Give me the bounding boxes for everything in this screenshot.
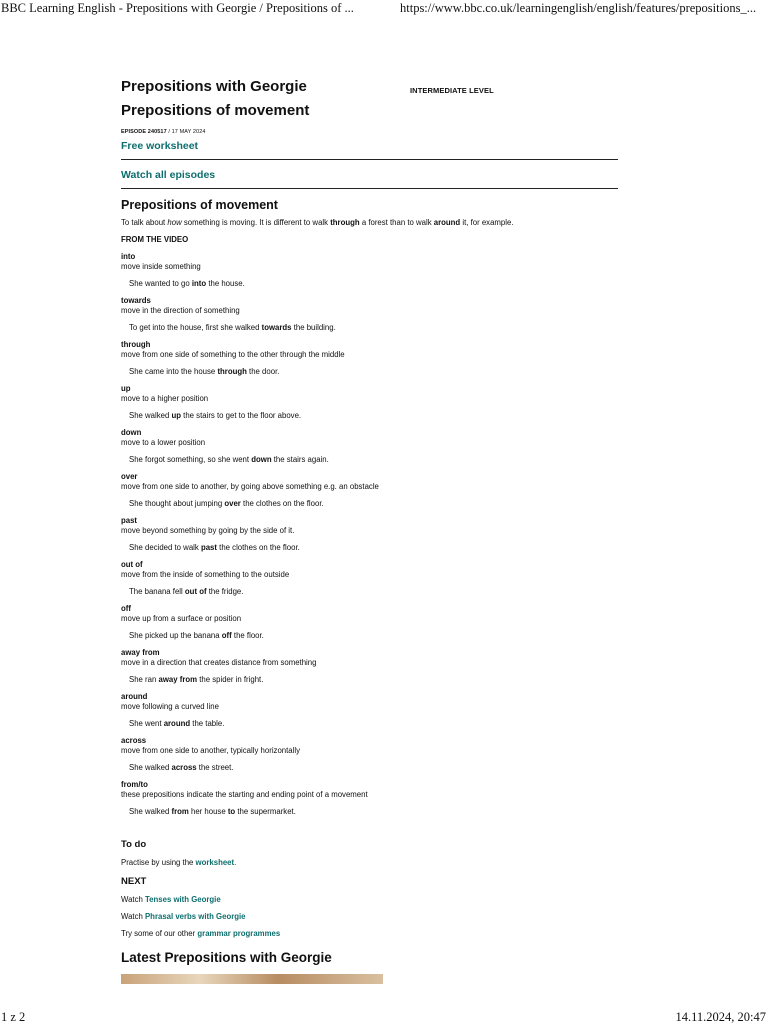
example-text: She picked up the banana xyxy=(129,631,222,640)
preposition-entry xyxy=(121,428,618,465)
preposition-example xyxy=(121,587,618,597)
example-text: the street. xyxy=(196,763,234,772)
example-text: She wanted to go xyxy=(129,279,192,288)
preposition-word: down xyxy=(121,428,142,437)
preposition-definition: move in a direction that creates distance from something xyxy=(121,658,317,667)
preposition-entry xyxy=(121,340,618,377)
intro-text xyxy=(121,218,618,228)
todo-text-part: Practise by using the xyxy=(121,858,196,867)
intro-part: something is moving. It is different to walk xyxy=(181,218,331,227)
intro-part: To talk about xyxy=(121,218,168,227)
example-bold: towards xyxy=(261,323,292,332)
example-text: the door. xyxy=(246,367,280,376)
example-text: the table. xyxy=(190,719,225,728)
example-text: She walked xyxy=(129,763,172,772)
free-worksheet-link[interactable]: Free worksheet xyxy=(121,137,618,160)
episode-meta xyxy=(121,129,618,135)
example-text: She thought about jumping xyxy=(129,499,225,508)
worksheet-link[interactable]: worksheet xyxy=(195,858,235,867)
next-line xyxy=(121,895,618,905)
preposition-example xyxy=(121,367,618,377)
preposition-definition: move from one side of something to the other through the middle xyxy=(121,350,345,359)
todo-heading: To do xyxy=(121,839,147,850)
example-text: the spider in fright. xyxy=(197,675,264,684)
example-text: She came into the house xyxy=(129,367,218,376)
example-text: She ran xyxy=(129,675,159,684)
grammar-programmes-link[interactable]: grammar programmes xyxy=(197,929,281,938)
latest-episode-thumbnail[interactable] xyxy=(121,974,383,984)
episode-title: Prepositions of movement xyxy=(121,102,310,119)
example-text: the house. xyxy=(206,279,245,288)
preposition-definition: move in the direction of something xyxy=(121,306,240,315)
preposition-example xyxy=(121,763,618,773)
example-text: her house xyxy=(188,807,228,816)
series-title: Prepositions with Georgie xyxy=(121,80,307,95)
example-text: She walked xyxy=(129,807,172,816)
example-bold: past xyxy=(200,543,217,552)
preposition-word: from/to xyxy=(121,780,148,789)
print-page-url: https://www.bbc.co.uk/learningenglish/english/features/prepositions_... xyxy=(400,1,757,15)
preposition-example xyxy=(121,631,618,641)
example-bold: up xyxy=(171,411,182,420)
preposition-definition: move up from a surface or position xyxy=(121,614,242,623)
preposition-word: through xyxy=(121,340,151,349)
preposition-entry xyxy=(121,296,618,333)
preposition-example xyxy=(121,807,618,817)
preposition-word: up xyxy=(121,384,131,393)
preposition-example xyxy=(121,499,618,509)
example-bold: off xyxy=(221,631,232,640)
example-text: the fridge. xyxy=(206,587,244,596)
print-header xyxy=(0,0,768,16)
preposition-word: off xyxy=(121,604,131,613)
preposition-word: around xyxy=(121,692,148,701)
example-bold: to xyxy=(227,807,236,816)
example-text: the building. xyxy=(291,323,336,332)
next-text: Watch xyxy=(121,912,145,921)
example-bold: into xyxy=(191,279,207,288)
print-page-title: BBC Learning English - Prepositions with Georgie / Prepositions of ... xyxy=(1,1,354,15)
example-text: To get into the house, first she walked xyxy=(129,323,262,332)
preposition-entry xyxy=(121,604,618,641)
preposition-definition: move inside something xyxy=(121,262,201,271)
preposition-word: away from xyxy=(121,648,160,657)
next-text: Try some of our other xyxy=(121,929,198,938)
preposition-word: into xyxy=(121,252,136,261)
intro-emphasis: how xyxy=(167,218,182,227)
preposition-definition: these prepositions indicate the starting and ending point of a movement xyxy=(121,790,368,799)
example-text: She decided to walk xyxy=(129,543,201,552)
latest-heading: Latest Prepositions with Georgie xyxy=(121,950,332,965)
intro-bold: through xyxy=(330,218,360,227)
next-heading: NEXT xyxy=(121,876,147,887)
preposition-word: across xyxy=(121,736,147,745)
example-text: She walked xyxy=(129,411,172,420)
preposition-word: past xyxy=(121,516,138,525)
preposition-entry xyxy=(121,560,618,597)
watch-all-episodes-link[interactable]: Watch all episodes xyxy=(121,166,618,189)
phrasal-verbs-with-georgie-link[interactable]: Phrasal verbs with Georgie xyxy=(144,912,246,921)
article xyxy=(121,80,618,1000)
example-text: the floor. xyxy=(231,631,264,640)
preposition-definition: move from one side to another, typically horizontally xyxy=(121,746,300,755)
preposition-word: over xyxy=(121,472,138,481)
print-datetime: 14.11.2024, 20:47 xyxy=(675,1010,766,1024)
example-text: the clothes on the floor. xyxy=(240,499,324,508)
preposition-definition: move from one side to another, by going above something e.g. an obstacle xyxy=(121,482,379,491)
next-line xyxy=(121,929,618,939)
example-text: the stairs to get to the floor above. xyxy=(181,411,302,420)
next-line xyxy=(121,912,618,922)
example-bold: around xyxy=(163,719,191,728)
print-footer xyxy=(0,1010,768,1024)
next-text: Watch xyxy=(121,895,145,904)
example-text: The banana fell xyxy=(129,587,185,596)
preposition-definition: move from the inside of something to the outside xyxy=(121,570,290,579)
example-text: She went xyxy=(129,719,164,728)
intro-bold: around xyxy=(433,218,461,227)
preposition-example xyxy=(121,411,618,421)
preposition-example xyxy=(121,455,618,465)
preposition-definition: move to a higher position xyxy=(121,394,209,403)
preposition-entry xyxy=(121,516,618,553)
from-the-video-heading: FROM THE VIDEO xyxy=(121,235,189,244)
preposition-entry xyxy=(121,384,618,421)
section-title: Prepositions of movement xyxy=(121,198,278,212)
example-bold: from xyxy=(171,807,189,816)
example-bold: down xyxy=(251,455,272,464)
preposition-word: out of xyxy=(121,560,143,569)
preposition-example xyxy=(121,719,618,729)
preposition-example xyxy=(121,543,618,553)
episode-date: / 17 MAY 2024 xyxy=(166,129,206,135)
example-text: She forgot something, so she went xyxy=(129,455,252,464)
preposition-entry xyxy=(121,648,618,685)
preposition-example xyxy=(121,323,618,333)
preposition-example xyxy=(121,279,618,289)
preposition-example xyxy=(121,675,618,685)
example-bold: out of xyxy=(184,587,207,596)
preposition-list xyxy=(121,252,618,817)
level-badge: INTERMEDIATE LEVEL xyxy=(410,86,494,95)
preposition-definition: move beyond something by going by the side of it. xyxy=(121,526,295,535)
episode-code: EPISODE 240517 xyxy=(121,129,167,135)
preposition-entry xyxy=(121,736,618,773)
preposition-definition: move to a lower position xyxy=(121,438,206,447)
example-bold: away from xyxy=(158,675,198,684)
todo-text-part: . xyxy=(234,858,237,867)
example-text: the stairs again. xyxy=(271,455,329,464)
preposition-word: towards xyxy=(121,296,151,305)
example-bold: over xyxy=(224,499,241,508)
example-bold: through xyxy=(217,367,247,376)
print-page-number: 1 z 2 xyxy=(1,1010,26,1024)
tenses-with-georgie-link[interactable]: Tenses with Georgie xyxy=(144,895,221,904)
example-bold: across xyxy=(171,763,197,772)
example-text: the clothes on the floor. xyxy=(217,543,300,552)
example-text: the supermarket. xyxy=(235,807,296,816)
intro-part: a forest than to walk xyxy=(359,218,434,227)
preposition-entry xyxy=(121,780,618,817)
series-title-wrapper xyxy=(121,80,618,102)
intro-part: it, for example. xyxy=(460,218,514,227)
preposition-entry xyxy=(121,472,618,509)
todo-text xyxy=(121,858,618,868)
preposition-definition: move following a curved line xyxy=(121,702,219,711)
preposition-entry xyxy=(121,692,618,729)
preposition-entry xyxy=(121,252,618,289)
